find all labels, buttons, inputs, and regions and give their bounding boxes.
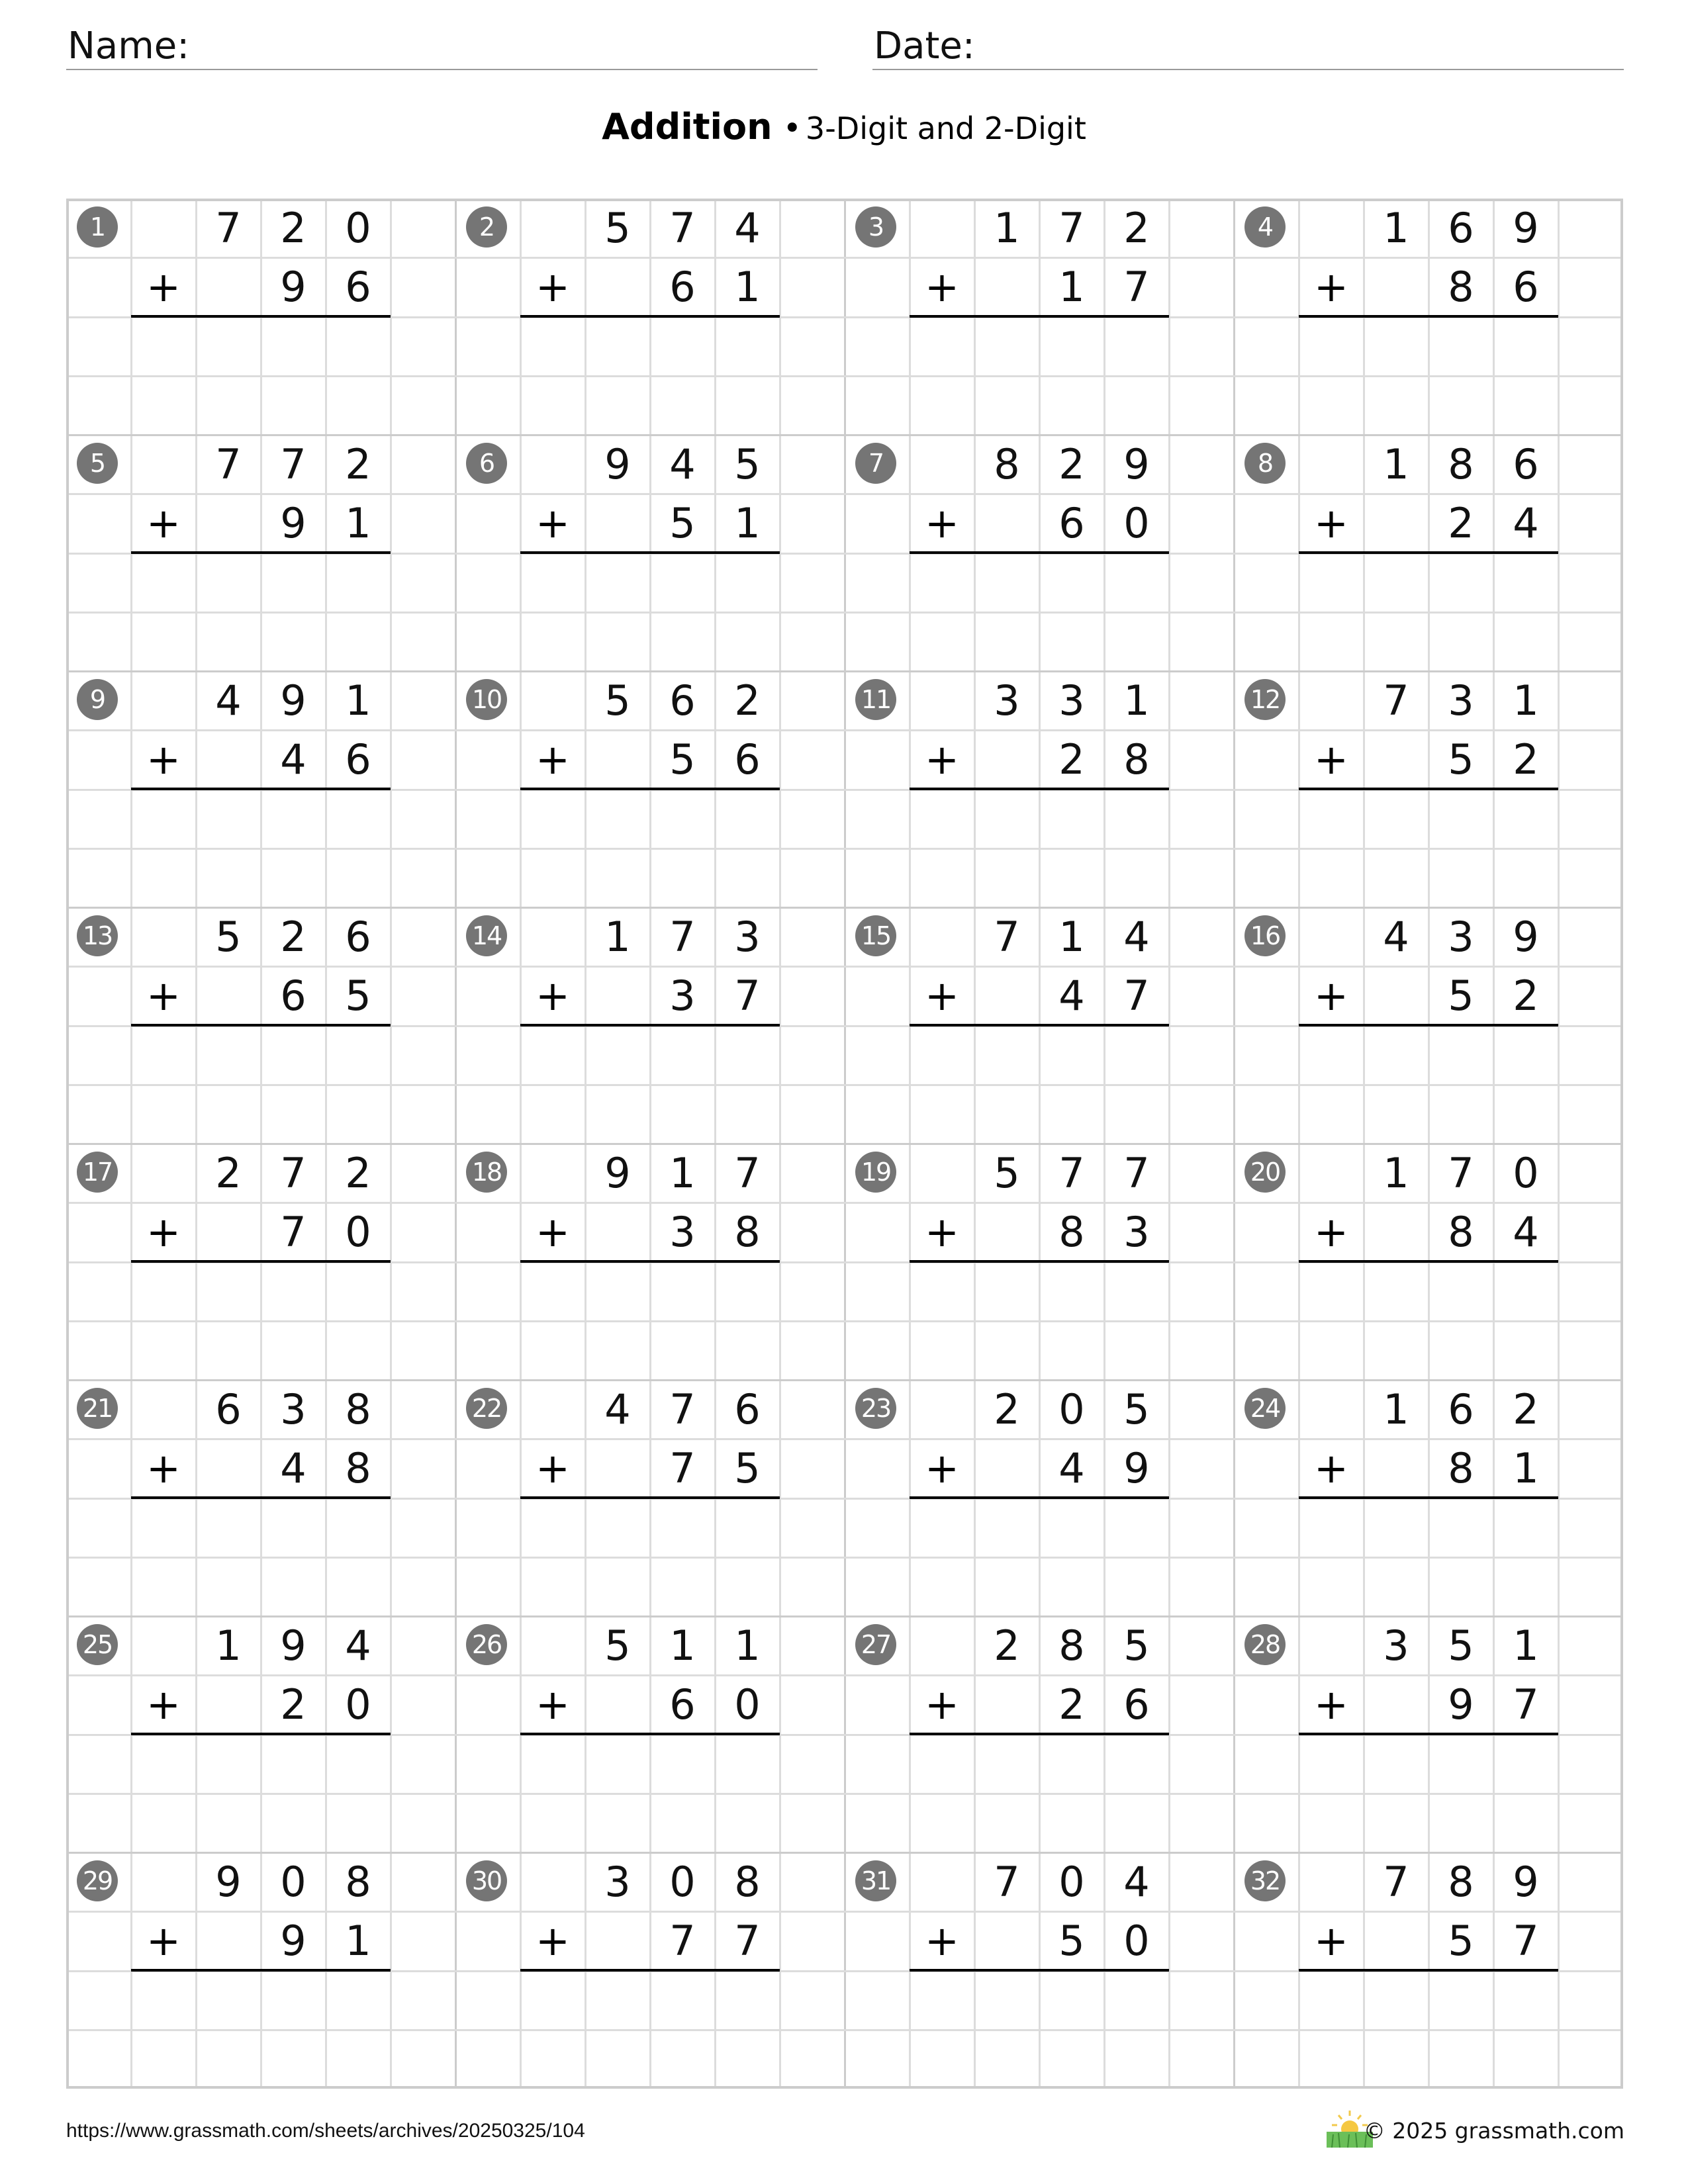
addend-bottom-digit: 2 — [1513, 735, 1539, 784]
answer-area[interactable] — [520, 317, 780, 435]
answer-area[interactable] — [910, 790, 1169, 908]
addend-top-digit: 7 — [280, 1149, 306, 1197]
addend-top-digit: 9 — [1513, 204, 1539, 252]
addend-bottom-digit: 5 — [1448, 1917, 1474, 1966]
addend-top-digit: 9 — [1123, 440, 1150, 488]
addend-bottom-digit: 8 — [1123, 735, 1150, 784]
problem-26 — [455, 1616, 845, 1852]
plus-sign: + — [1314, 1680, 1348, 1729]
addend-top-digit: 3 — [734, 913, 761, 961]
problem-number-badge: 32 — [1244, 1860, 1286, 1901]
answer-area[interactable] — [910, 1026, 1169, 1144]
footer-url: https://www.grassmath.com/sheets/archives/20250325/104 — [66, 2120, 585, 2142]
addend-bottom-digit: 2 — [1513, 972, 1539, 1021]
addend-top-digit: 9 — [280, 676, 306, 725]
addend-top-digit: 3 — [1383, 1621, 1409, 1670]
worksheet-title — [0, 106, 1688, 148]
addend-bottom-digit: 5 — [669, 735, 696, 784]
plus-sign: + — [1314, 263, 1348, 311]
addend-top-digit: 4 — [734, 204, 761, 252]
addend-bottom-digit: 2 — [1058, 735, 1085, 784]
addend-bottom-digit: 6 — [669, 263, 696, 312]
problem-number-badge: 15 — [855, 915, 896, 956]
addend-top-digit: 2 — [280, 204, 306, 252]
addend-top-digit: 2 — [1058, 440, 1085, 488]
addend-top-digit: 0 — [1058, 1858, 1085, 1906]
problem-16 — [1234, 907, 1623, 1144]
addend-top-digit: 3 — [280, 1385, 306, 1433]
addend-bottom-digit: 1 — [345, 1917, 371, 1966]
addend-top-digit: 1 — [1123, 676, 1150, 725]
title-separator: • — [782, 110, 802, 147]
addend-top-digit: 1 — [345, 676, 371, 725]
addend-bottom-digit: 4 — [280, 1444, 306, 1493]
addend-bottom-digit: 4 — [1058, 1444, 1085, 1493]
problem-21 — [66, 1380, 455, 1616]
answer-area[interactable] — [910, 553, 1169, 672]
problem-number-badge: 31 — [855, 1860, 896, 1901]
answer-area[interactable] — [520, 553, 780, 672]
answer-area[interactable] — [1299, 1971, 1558, 2089]
plus-sign: + — [925, 1208, 959, 1256]
plus-sign: + — [146, 1208, 181, 1256]
answer-area[interactable] — [131, 1735, 391, 1853]
addend-top-digit: 7 — [280, 440, 306, 488]
addend-bottom-digit: 1 — [345, 499, 371, 548]
problem-24 — [1234, 1380, 1623, 1616]
plus-sign: + — [925, 735, 959, 784]
addend-top-digit: 7 — [734, 1149, 761, 1197]
plus-sign: + — [536, 972, 570, 1020]
addend-bottom-digit: 0 — [345, 1208, 371, 1257]
addend-bottom-digit: 9 — [1448, 1680, 1474, 1729]
addend-top-digit: 1 — [1383, 1385, 1409, 1433]
addend-top-digit: 1 — [669, 1621, 696, 1670]
answer-area[interactable] — [1299, 553, 1558, 672]
problem-27 — [845, 1616, 1234, 1852]
addend-top-digit: 7 — [215, 204, 242, 252]
addend-bottom-digit: 7 — [1513, 1917, 1539, 1966]
problem-20 — [1234, 1144, 1623, 1380]
problem-19 — [845, 1144, 1234, 1380]
problem-15 — [845, 907, 1234, 1144]
problem-10 — [455, 671, 845, 907]
plus-sign: + — [146, 1917, 181, 1965]
addend-top-digit: 1 — [1513, 1621, 1539, 1670]
addend-bottom-digit: 8 — [1448, 1208, 1474, 1257]
plus-sign: + — [146, 735, 181, 784]
addend-bottom-digit: 8 — [1448, 263, 1474, 312]
problem-25 — [66, 1616, 455, 1852]
answer-area[interactable] — [1299, 1262, 1558, 1381]
addend-top-digit: 7 — [994, 913, 1020, 961]
addend-top-digit: 2 — [994, 1385, 1020, 1433]
addend-bottom-digit: 6 — [280, 972, 306, 1021]
title-subtitle: 3-Digit and 2-Digit — [805, 111, 1086, 146]
addend-bottom-digit: 8 — [1448, 1444, 1474, 1493]
addend-bottom-digit: 7 — [669, 1917, 696, 1966]
addend-top-digit: 9 — [1513, 1858, 1539, 1906]
addend-bottom-digit: 6 — [345, 735, 371, 784]
plus-sign: + — [536, 1208, 570, 1256]
answer-area[interactable] — [1299, 1026, 1558, 1144]
problem-1 — [66, 199, 455, 435]
addend-top-digit: 1 — [1513, 676, 1539, 725]
addend-top-digit: 2 — [345, 440, 371, 488]
answer-area[interactable] — [520, 1971, 780, 2089]
addend-top-digit: 9 — [604, 1149, 631, 1197]
addend-top-digit: 5 — [1123, 1621, 1150, 1670]
addend-bottom-digit: 2 — [1448, 499, 1474, 548]
addend-bottom-digit: 1 — [734, 263, 761, 312]
problem-number-badge: 6 — [466, 443, 507, 484]
date-field[interactable] — [872, 24, 1624, 70]
problem-number-badge: 26 — [466, 1624, 507, 1665]
answer-area[interactable] — [131, 1971, 391, 2089]
plus-sign: + — [536, 1917, 570, 1965]
addend-top-digit: 6 — [1448, 204, 1474, 252]
addend-bottom-digit: 0 — [345, 1680, 371, 1729]
problem-17 — [66, 1144, 455, 1380]
addend-top-digit: 6 — [669, 676, 696, 725]
answer-area[interactable] — [1299, 1498, 1558, 1617]
addend-top-digit: 8 — [345, 1385, 371, 1433]
plus-sign: + — [1314, 1917, 1348, 1965]
problem-number-badge: 17 — [77, 1152, 118, 1193]
addend-top-digit: 0 — [1058, 1385, 1085, 1433]
answer-area[interactable] — [910, 1498, 1169, 1617]
addend-bottom-digit: 6 — [345, 263, 371, 312]
addend-top-digit: 5 — [1448, 1621, 1474, 1670]
addend-top-digit: 5 — [1123, 1385, 1150, 1433]
problem-14 — [455, 907, 845, 1144]
addend-top-digit: 5 — [994, 1149, 1020, 1197]
addend-top-digit: 1 — [604, 913, 631, 961]
addend-top-digit: 2 — [345, 1149, 371, 1197]
addend-top-digit: 2 — [734, 676, 761, 725]
answer-area[interactable] — [1299, 790, 1558, 908]
addend-top-digit: 0 — [1513, 1149, 1539, 1197]
problem-number-badge: 12 — [1244, 679, 1286, 720]
problem-grid — [66, 199, 1623, 2089]
addend-bottom-digit: 0 — [1123, 499, 1150, 548]
problem-number-badge: 8 — [1244, 443, 1286, 484]
plus-sign: + — [925, 972, 959, 1020]
plus-sign: + — [536, 735, 570, 784]
plus-sign: + — [536, 1444, 570, 1492]
answer-area[interactable] — [131, 553, 391, 672]
addend-bottom-digit: 7 — [280, 1208, 306, 1257]
plus-sign: + — [1314, 499, 1348, 547]
plus-sign: + — [925, 1444, 959, 1492]
answer-area[interactable] — [520, 1262, 780, 1381]
addend-top-digit: 1 — [1058, 913, 1085, 961]
addend-bottom-digit: 6 — [734, 735, 761, 784]
problem-22 — [455, 1380, 845, 1616]
addend-bottom-digit: 8 — [1058, 1208, 1085, 1257]
title-main: Addition — [602, 106, 773, 148]
addend-top-digit: 7 — [1058, 1149, 1085, 1197]
plus-sign: + — [146, 263, 181, 311]
problem-32 — [1234, 1852, 1623, 2089]
problem-number-badge: 14 — [466, 915, 507, 956]
addend-bottom-digit: 6 — [669, 1680, 696, 1729]
problem-number-badge: 16 — [1244, 915, 1286, 956]
addend-top-digit: 7 — [1058, 204, 1085, 252]
addend-top-digit: 8 — [734, 1858, 761, 1906]
problem-number-badge: 13 — [77, 915, 118, 956]
addend-top-digit: 9 — [1513, 913, 1539, 961]
plus-sign: + — [1314, 735, 1348, 784]
addend-top-digit: 8 — [1448, 1858, 1474, 1906]
plus-sign: + — [146, 1680, 181, 1729]
plus-sign: + — [146, 499, 181, 547]
addend-bottom-digit: 7 — [1513, 1680, 1539, 1729]
addend-bottom-digit: 3 — [669, 972, 696, 1021]
addend-bottom-digit: 7 — [734, 972, 761, 1021]
addend-top-digit: 1 — [1383, 1149, 1409, 1197]
addend-top-digit: 3 — [1448, 676, 1474, 725]
addend-top-digit: 1 — [669, 1149, 696, 1197]
addend-top-digit: 7 — [1383, 1858, 1409, 1906]
addend-top-digit: 9 — [215, 1858, 242, 1906]
plus-sign: + — [536, 1680, 570, 1729]
plus-sign: + — [1314, 972, 1348, 1020]
answer-area[interactable] — [520, 1026, 780, 1144]
problem-number-badge: 23 — [855, 1388, 896, 1429]
addend-bottom-digit: 5 — [1058, 1917, 1085, 1966]
addend-bottom-digit: 4 — [1513, 1208, 1539, 1257]
problem-29 — [66, 1852, 455, 2089]
addend-bottom-digit: 5 — [669, 499, 696, 548]
problem-number-badge: 2 — [466, 206, 507, 248]
plus-sign: + — [1314, 1444, 1348, 1492]
problem-number-badge: 7 — [855, 443, 896, 484]
addend-bottom-digit: 9 — [280, 499, 306, 548]
answer-area[interactable] — [131, 1498, 391, 1617]
addend-bottom-digit: 6 — [1058, 499, 1085, 548]
addend-top-digit: 4 — [669, 440, 696, 488]
problem-9 — [66, 671, 455, 907]
problem-30 — [455, 1852, 845, 2089]
answer-area[interactable] — [131, 790, 391, 908]
problem-18 — [455, 1144, 845, 1380]
problem-3 — [845, 199, 1234, 435]
addend-top-digit: 6 — [345, 913, 371, 961]
addend-bottom-digit: 7 — [1123, 972, 1150, 1021]
answer-area[interactable] — [910, 1971, 1169, 2089]
problem-11 — [845, 671, 1234, 907]
problem-28 — [1234, 1616, 1623, 1852]
plus-sign: + — [146, 972, 181, 1020]
problem-7 — [845, 435, 1234, 671]
problem-number-badge: 1 — [77, 206, 118, 248]
addend-top-digit: 5 — [604, 676, 631, 725]
addend-top-digit: 8 — [1058, 1621, 1085, 1670]
addend-top-digit: 4 — [1383, 913, 1409, 961]
addend-bottom-digit: 0 — [734, 1680, 761, 1729]
addend-bottom-digit: 2 — [280, 1680, 306, 1729]
problem-number-badge: 20 — [1244, 1152, 1286, 1193]
addend-bottom-digit: 8 — [734, 1208, 761, 1257]
answer-area[interactable] — [520, 1498, 780, 1617]
problem-number-badge: 19 — [855, 1152, 896, 1193]
addend-bottom-digit: 4 — [1513, 499, 1539, 548]
problem-number-badge: 18 — [466, 1152, 507, 1193]
addend-top-digit: 6 — [734, 1385, 761, 1433]
addend-top-digit: 1 — [1383, 440, 1409, 488]
addend-top-digit: 5 — [734, 440, 761, 488]
addend-bottom-digit: 3 — [669, 1208, 696, 1257]
addend-top-digit: 7 — [1383, 676, 1409, 725]
answer-area[interactable] — [1299, 1735, 1558, 1853]
addend-top-digit: 7 — [669, 204, 696, 252]
answer-area[interactable] — [131, 1026, 391, 1144]
addend-top-digit: 5 — [604, 204, 631, 252]
addend-top-digit: 7 — [215, 440, 242, 488]
addend-top-digit: 2 — [1123, 204, 1150, 252]
problem-8 — [1234, 435, 1623, 671]
addend-bottom-digit: 7 — [669, 1444, 696, 1493]
addend-bottom-digit: 1 — [1513, 1444, 1539, 1493]
plus-sign: + — [925, 499, 959, 547]
answer-area[interactable] — [131, 317, 391, 435]
addend-top-digit: 7 — [669, 1385, 696, 1433]
addend-bottom-digit: 6 — [1513, 263, 1539, 312]
problem-number-badge: 25 — [77, 1624, 118, 1665]
addend-top-digit: 1 — [215, 1621, 242, 1670]
plus-sign: + — [925, 1917, 959, 1965]
problem-number-badge: 9 — [77, 679, 118, 720]
footer-copyright: © 2025 grassmath.com — [1363, 2118, 1624, 2144]
problem-number-badge: 27 — [855, 1624, 896, 1665]
problem-12 — [1234, 671, 1623, 907]
addend-bottom-digit: 5 — [734, 1444, 761, 1493]
addend-bottom-digit: 5 — [1448, 972, 1474, 1021]
addend-top-digit: 2 — [280, 913, 306, 961]
addend-top-digit: 0 — [669, 1858, 696, 1906]
addend-top-digit: 1 — [994, 204, 1020, 252]
answer-area[interactable] — [910, 317, 1169, 435]
problem-number-badge: 22 — [466, 1388, 507, 1429]
addend-top-digit: 4 — [215, 676, 242, 725]
problem-number-badge: 5 — [77, 443, 118, 484]
addend-top-digit: 1 — [734, 1621, 761, 1670]
answer-area[interactable] — [520, 790, 780, 908]
answer-area[interactable] — [1299, 317, 1558, 435]
plus-sign: + — [925, 263, 959, 311]
addend-bottom-digit: 8 — [345, 1444, 371, 1493]
addend-top-digit: 8 — [345, 1858, 371, 1906]
addend-top-digit: 4 — [604, 1385, 631, 1433]
problem-number-badge: 10 — [466, 679, 507, 720]
addend-bottom-digit: 3 — [1123, 1208, 1150, 1257]
addend-bottom-digit: 4 — [1058, 972, 1085, 1021]
addend-top-digit: 4 — [1123, 913, 1150, 961]
addend-bottom-digit: 7 — [1123, 263, 1150, 312]
plus-sign: + — [146, 1444, 181, 1492]
problem-6 — [455, 435, 845, 671]
addend-top-digit: 6 — [1448, 1385, 1474, 1433]
problem-number-badge: 11 — [855, 679, 896, 720]
addend-bottom-digit: 4 — [280, 735, 306, 784]
problem-number-badge: 4 — [1244, 206, 1286, 248]
addend-bottom-digit: 5 — [345, 972, 371, 1021]
addend-bottom-digit: 1 — [1058, 263, 1085, 312]
answer-area[interactable] — [520, 1735, 780, 1853]
addend-top-digit: 6 — [1513, 440, 1539, 488]
addend-top-digit: 0 — [280, 1858, 306, 1906]
addend-top-digit: 6 — [215, 1385, 242, 1433]
addend-bottom-digit: 9 — [1123, 1444, 1150, 1493]
addend-bottom-digit: 6 — [1123, 1680, 1150, 1729]
problem-31 — [845, 1852, 1234, 2089]
plus-sign: + — [925, 1680, 959, 1729]
addend-top-digit: 7 — [669, 913, 696, 961]
name-field[interactable] — [66, 24, 818, 70]
addend-top-digit: 2 — [1513, 1385, 1539, 1433]
addend-top-digit: 7 — [1123, 1149, 1150, 1197]
addend-top-digit: 4 — [345, 1621, 371, 1670]
problem-5 — [66, 435, 455, 671]
date-label: Date: — [874, 24, 975, 68]
plus-sign: + — [1314, 1208, 1348, 1256]
problem-4 — [1234, 199, 1623, 435]
addend-bottom-digit: 9 — [280, 263, 306, 312]
addend-bottom-digit: 7 — [734, 1917, 761, 1966]
answer-area[interactable] — [910, 1262, 1169, 1381]
problem-13 — [66, 907, 455, 1144]
problem-2 — [455, 199, 845, 435]
addend-top-digit: 5 — [215, 913, 242, 961]
answer-area[interactable] — [131, 1262, 391, 1381]
addend-bottom-digit: 5 — [1448, 735, 1474, 784]
addend-bottom-digit: 0 — [1123, 1917, 1150, 1966]
addend-top-digit: 8 — [1448, 440, 1474, 488]
problem-number-badge: 24 — [1244, 1388, 1286, 1429]
plus-sign: + — [536, 499, 570, 547]
answer-area[interactable] — [910, 1735, 1169, 1853]
problem-number-badge: 3 — [855, 206, 896, 248]
addend-top-digit: 1 — [1383, 204, 1409, 252]
name-label: Name: — [68, 24, 190, 68]
problem-23 — [845, 1380, 1234, 1616]
addend-top-digit: 2 — [215, 1149, 242, 1197]
addend-top-digit: 3 — [604, 1858, 631, 1906]
addend-bottom-digit: 9 — [280, 1917, 306, 1966]
problem-number-badge: 28 — [1244, 1624, 1286, 1665]
addend-top-digit: 2 — [994, 1621, 1020, 1670]
plus-sign: + — [536, 263, 570, 311]
problem-number-badge: 30 — [466, 1860, 507, 1901]
addend-top-digit: 3 — [994, 676, 1020, 725]
addend-top-digit: 9 — [280, 1621, 306, 1670]
addend-top-digit: 7 — [994, 1858, 1020, 1906]
problem-number-badge: 21 — [77, 1388, 118, 1429]
addend-top-digit: 9 — [604, 440, 631, 488]
addend-top-digit: 8 — [994, 440, 1020, 488]
addend-bottom-digit: 2 — [1058, 1680, 1085, 1729]
addend-top-digit: 0 — [345, 204, 371, 252]
problem-number-badge: 29 — [77, 1860, 118, 1901]
addend-top-digit: 3 — [1058, 676, 1085, 725]
addend-top-digit: 3 — [1448, 913, 1474, 961]
addend-top-digit: 4 — [1123, 1858, 1150, 1906]
addend-top-digit: 7 — [1448, 1149, 1474, 1197]
addend-top-digit: 5 — [604, 1621, 631, 1670]
addend-bottom-digit: 1 — [734, 499, 761, 548]
